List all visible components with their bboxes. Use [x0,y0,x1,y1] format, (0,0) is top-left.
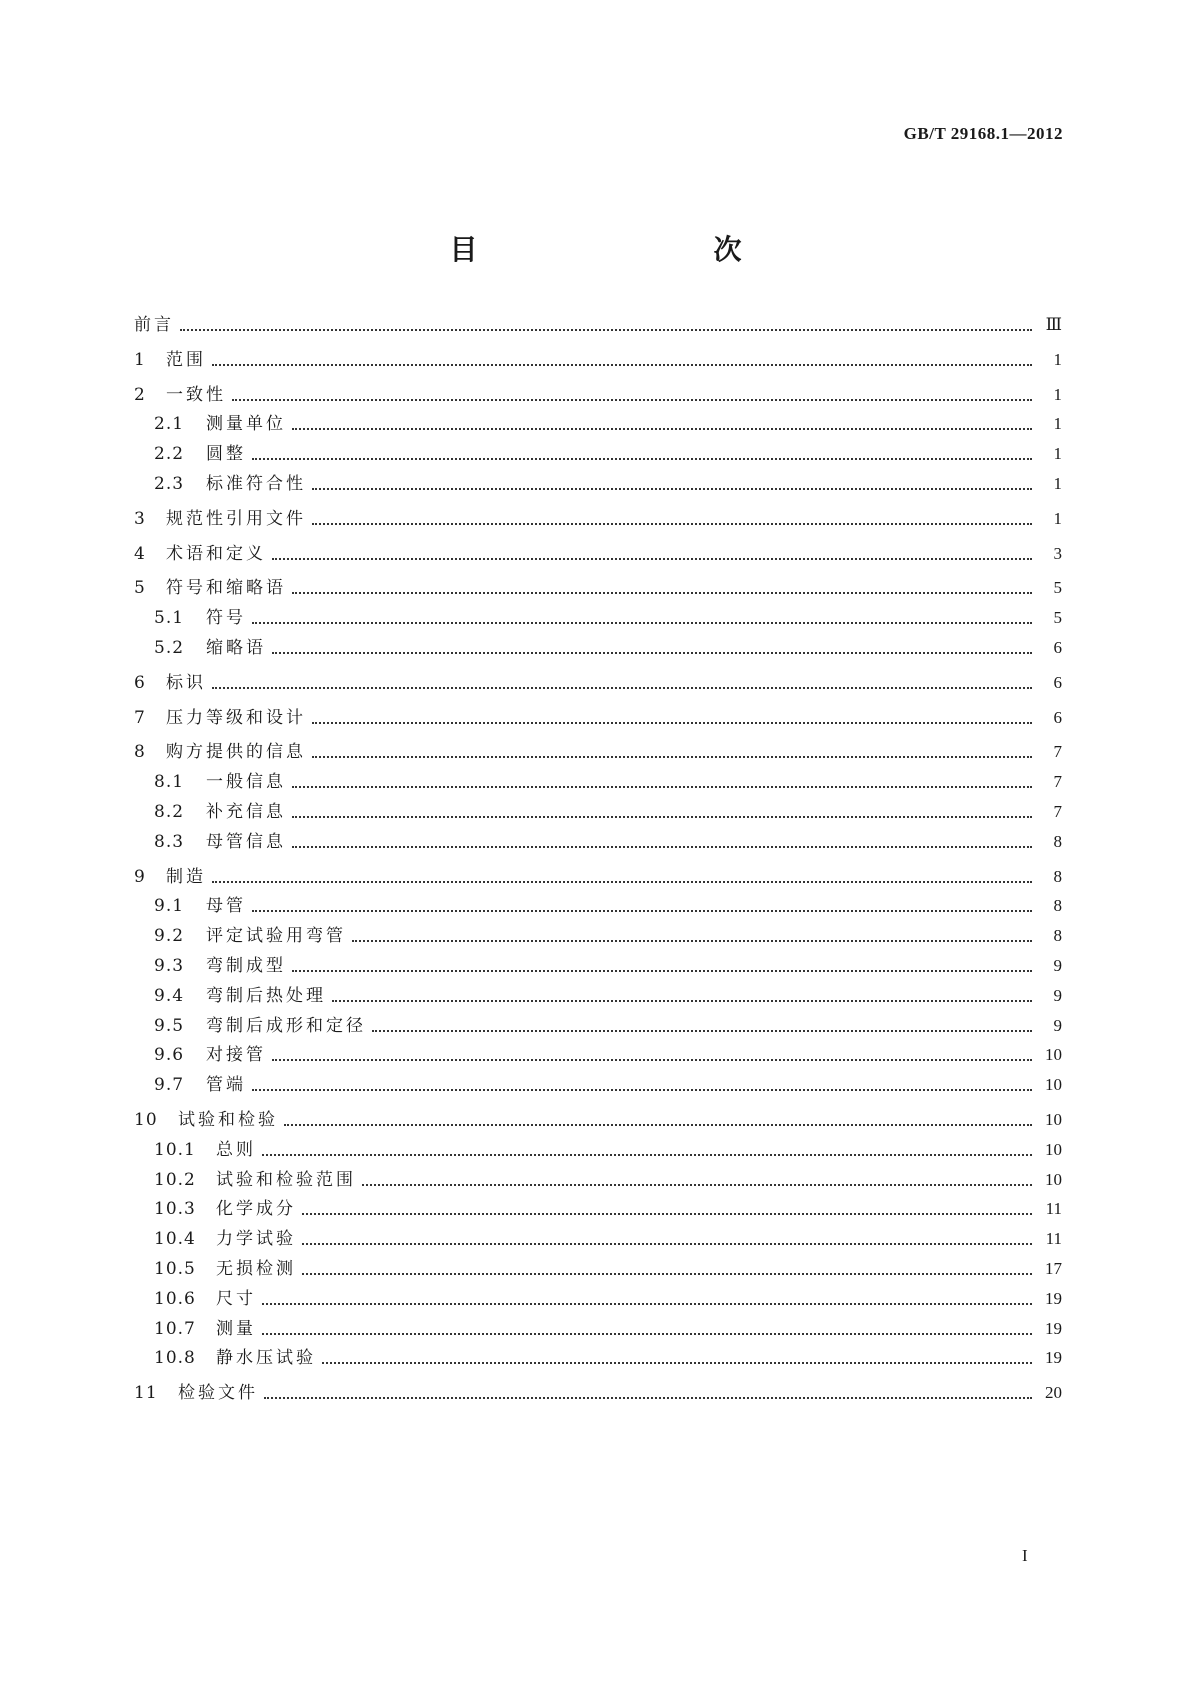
toc-entry-page: 1 [1053,414,1062,434]
toc-entry-label: 符号和缩略语 [166,578,286,599]
toc-entry-page: 10 [1045,1139,1062,1159]
toc-entry-label: 一致性 [166,384,226,405]
toc-entry[interactable] [154,1345,1062,1369]
toc-entry-number: 10.1 [154,1139,196,1160]
toc-leader-dots [322,1362,1032,1364]
toc-entry-page: 1 [1053,384,1062,404]
toc-leader-dots [302,1273,1032,1275]
toc-entry-label: 弯制成型 [206,956,286,976]
toc-entry[interactable] [154,411,1062,435]
toc-entry-label: 对接管 [206,1045,266,1066]
toc-entry-page: 8 [1053,926,1062,946]
toc-entry-label: 力学试验 [216,1229,296,1250]
toc-entry-label: 无损检测 [216,1259,296,1279]
toc-leader-dots [212,881,1032,883]
toc-entry[interactable] [154,1286,1062,1310]
toc-entry-page: 7 [1053,772,1062,792]
toc-entry-label: 压力等级和设计 [166,707,306,728]
toc-entry-page: 9 [1053,985,1062,1005]
toc-entry-label: 圆整 [206,444,246,465]
toc-entry-page: 20 [1045,1383,1062,1403]
toc-entry-page: 8 [1053,866,1062,886]
toc-leader-dots [252,910,1032,912]
toc-leader-dots [302,1213,1032,1215]
toc-entry-number: 9.4 [154,985,185,1006]
toc-leader-dots [332,1000,1032,1002]
toc-entry-page: 11 [1045,1199,1062,1219]
toc-entry-number: 10.6 [154,1288,196,1309]
toc-entry-page: 11 [1045,1229,1062,1249]
toc-entry-label: 标识 [166,672,206,693]
toc-entry-page: 8 [1053,831,1062,851]
toc-leader-dots [252,458,1032,460]
toc-leader-dots [362,1184,1032,1186]
toc-entry-number: 5 [134,578,146,599]
toc-entry-page: 6 [1053,638,1062,657]
toc-entry-page: 5 [1053,578,1062,598]
toc-entry-page: 8 [1053,896,1062,916]
toc-entry[interactable] [154,1256,1062,1280]
toc-leader-dots [262,1303,1032,1305]
toc-entry[interactable] [154,1226,1062,1250]
toc-leader-dots [212,687,1032,689]
toc-entry-number: 9.3 [154,956,185,976]
toc-entry-number: 7 [134,707,146,728]
toc-entry-page: 1 [1053,349,1062,369]
toc-entry-label: 一般信息 [206,772,286,793]
toc-entry[interactable] [134,575,1062,599]
toc-leader-dots [272,558,1032,560]
toc-entry-number: 6 [134,672,146,693]
toc-entry-page: 17 [1045,1259,1062,1278]
toc-leader-dots [372,1030,1032,1032]
toc-entry-page: Ⅲ [1045,315,1062,334]
toc-entry-number: 8.1 [154,772,185,793]
toc-entry-number: 9.2 [154,926,185,947]
toc-entry-page: 6 [1053,672,1062,692]
toc-entry-number: 2.1 [154,414,185,435]
toc-entry-number: 8.3 [154,831,185,852]
toc-entry[interactable] [154,605,1062,629]
toc-leader-dots [292,786,1032,788]
toc-entry[interactable] [154,1137,1062,1161]
toc-entry[interactable] [154,799,1062,823]
toc-entry-number: 10.7 [154,1318,196,1339]
toc-leader-dots [312,722,1032,724]
toc-entry[interactable] [134,864,1062,888]
toc-entry-label: 弯制后热处理 [206,985,326,1006]
toc-entry-number: 10.8 [154,1348,196,1369]
toc-entry-page: 7 [1053,742,1062,762]
toc-entry[interactable] [134,739,1062,763]
toc-entry-label: 化学成分 [216,1199,296,1220]
toc-entry-number: 10.5 [154,1259,196,1279]
toc-entry-page: 1 [1053,444,1062,464]
toc-entry-label: 管端 [206,1075,246,1096]
toc-entry[interactable] [154,1196,1062,1220]
toc-leader-dots [262,1154,1032,1156]
toc-entry[interactable] [134,1380,1062,1404]
toc-entry-number: 2.2 [154,444,185,465]
toc-entry[interactable] [154,441,1062,465]
toc-entry-number: 8.2 [154,802,185,822]
toc-entry[interactable] [154,1013,1062,1037]
toc-leader-dots [272,652,1032,654]
toc-entry-number: 9 [134,866,146,887]
toc-entry-number: 9.6 [154,1045,185,1066]
toc-entry-page: 1 [1053,508,1062,528]
toc-entry[interactable] [154,953,1062,977]
toc-entry-page: 6 [1053,707,1062,727]
toc-entry-page: 3 [1053,543,1062,563]
toc-entry-label: 制造 [166,866,206,887]
standard-code: GB/T 29168.1—2012 [903,124,1063,143]
toc-entry-page: 7 [1053,802,1062,821]
toc-entry-label: 母管 [206,896,246,917]
toc-entry-label: 试验和检验 [178,1110,278,1130]
toc-entry-label: 测量 [216,1318,256,1339]
toc-entry-page: 10 [1045,1075,1062,1095]
toc-entry-label: 评定试验用弯管 [206,926,346,947]
toc-leader-dots [312,488,1032,490]
toc-entry-number: 11 [134,1383,158,1404]
toc-entry-number: 9.1 [154,896,185,917]
toc-entry[interactable] [154,1072,1062,1096]
toc-entry-number: 10.2 [154,1169,196,1190]
toc-entry-number: 5.2 [154,638,185,658]
toc-entry-number: 4 [134,543,146,564]
toc-entry-page: 1 [1053,474,1062,493]
toc-entry-page: 9 [1053,956,1062,975]
toc-entry-label: 规范性引用文件 [166,508,306,529]
toc-entry[interactable] [134,541,1062,565]
toc-entry-label: 试验和检验范围 [216,1169,356,1190]
toc-entry-label: 缩略语 [206,638,266,658]
toc-leader-dots [292,816,1032,818]
toc-leader-dots [262,1333,1032,1335]
toc-title: 目 次 [449,233,802,266]
toc-entry-page: 5 [1053,608,1062,628]
toc-entry-label: 范围 [166,349,206,370]
toc-leader-dots [292,970,1032,972]
toc-entry-page: 10 [1045,1045,1062,1065]
toc-leader-dots [212,364,1032,366]
toc-leader-dots [312,523,1032,525]
toc-entry[interactable] [154,983,1062,1007]
toc-entry-number: 5.1 [154,608,185,629]
toc-entry-label: 补充信息 [206,802,286,822]
toc-entry-number: 9.5 [154,1015,185,1036]
toc-entry-number: 3 [134,508,146,529]
toc-leader-dots [292,846,1032,848]
toc-entry-number: 2.3 [154,474,185,494]
toc-entry-number: 2 [134,384,146,405]
toc-leader-dots [264,1397,1032,1399]
toc-entry[interactable] [154,1316,1062,1340]
toc-entry-page: 19 [1045,1288,1062,1308]
toc-entry[interactable] [154,829,1062,853]
toc-entry[interactable] [134,312,1062,336]
toc-entry[interactable] [134,382,1062,406]
toc-leader-dots [252,1089,1032,1091]
toc-entry-page: 19 [1045,1318,1062,1338]
toc-entry-label: 测量单位 [206,414,286,435]
toc-leader-dots [302,1243,1032,1245]
toc-entry[interactable] [154,1042,1062,1066]
toc-entry[interactable] [134,705,1062,729]
toc-entry[interactable] [154,923,1062,947]
toc-entry[interactable] [154,769,1062,793]
toc-entry-label: 前言 [134,315,174,335]
page-number: I [1022,1546,1028,1565]
toc-leader-dots [292,428,1032,430]
toc-entry[interactable] [134,1107,1062,1131]
toc-entry-page: 10 [1045,1169,1062,1189]
toc-leader-dots [352,940,1032,942]
toc-leader-dots [292,592,1032,594]
toc-entry[interactable] [134,670,1062,694]
toc-leader-dots [232,399,1032,401]
toc-entry-number: 10.4 [154,1229,196,1250]
toc-entry-label: 术语和定义 [166,543,266,564]
toc-entry[interactable] [154,471,1062,495]
toc-entry-label: 购方提供的信息 [166,742,306,763]
toc-entry-label: 母管信息 [206,831,286,852]
toc-leader-dots [180,329,1032,331]
toc-entry[interactable] [134,347,1062,371]
toc-entry-page: 19 [1045,1348,1062,1368]
toc-leader-dots [272,1059,1032,1061]
toc-entry-page: 9 [1053,1015,1062,1035]
toc-entry[interactable] [154,1167,1062,1191]
toc-leader-dots [312,756,1032,758]
toc-entry[interactable] [154,635,1062,659]
toc-entry-number: 1 [134,349,146,370]
toc-entry[interactable] [154,893,1062,917]
toc-entry-label: 静水压试验 [216,1348,316,1369]
toc-entry-label: 符号 [206,608,246,629]
toc-entry-page: 10 [1045,1110,1062,1129]
toc-entry-label: 检验文件 [178,1383,258,1404]
toc-entry-label: 总则 [216,1139,256,1160]
toc-entry[interactable] [134,506,1062,530]
toc-entry-label: 弯制后成形和定径 [206,1015,366,1036]
toc-entry-label: 尺寸 [216,1288,256,1309]
toc-entry-label: 标准符合性 [206,474,306,494]
toc-entry-number: 10.3 [154,1199,196,1220]
toc-entry-number: 8 [134,742,146,763]
toc-entry-number: 9.7 [154,1075,185,1096]
toc-leader-dots [284,1124,1032,1126]
toc-leader-dots [252,622,1032,624]
toc-entry-number: 10 [134,1110,158,1130]
